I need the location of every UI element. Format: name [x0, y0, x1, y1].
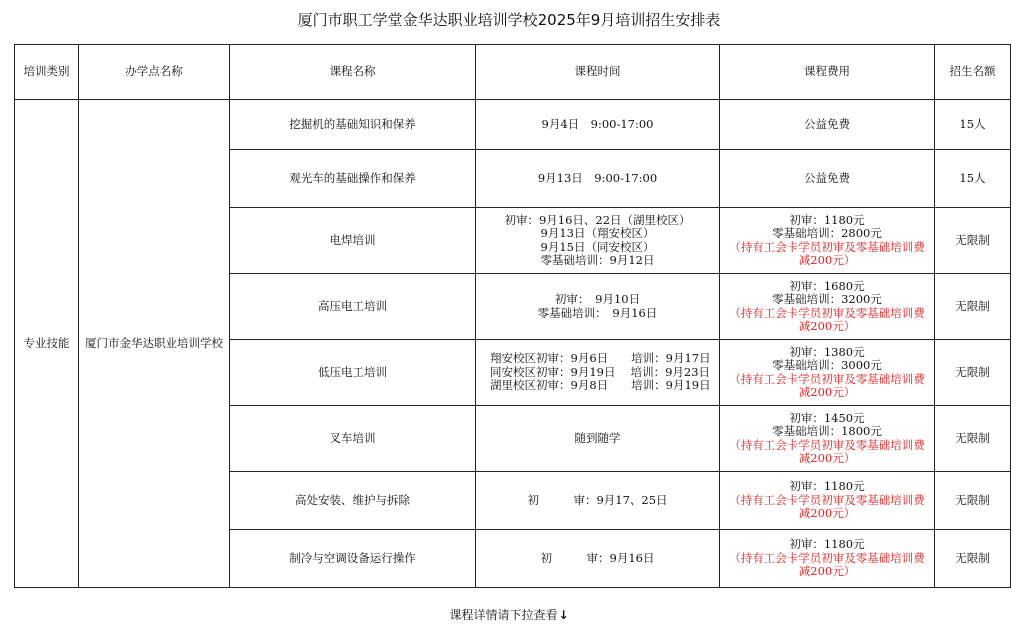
- union-discount-note: （持有工会卡学员初审及零基础培训费减200元）: [729, 492, 925, 521]
- quota: 无限制: [935, 472, 1011, 530]
- course-name: 电焊培训: [230, 208, 476, 274]
- fee-line: 零基础培训：3000元: [772, 358, 882, 372]
- course-name: 叉车培训: [230, 406, 476, 472]
- course-time: [476, 208, 720, 274]
- quota: 无限制: [935, 208, 1011, 274]
- quota: 无限制: [935, 274, 1011, 340]
- scroll-down-hint-text: 课程详情请下拉查看: [449, 608, 558, 622]
- arrow-down-icon: ↓: [558, 608, 569, 622]
- schedule-table: [14, 44, 1011, 588]
- time-line: 9月13日 9:00-17:00: [537, 170, 658, 185]
- union-discount-note: （持有工会卡学员初审及零基础培训费减200元）: [729, 550, 925, 579]
- course-time: [476, 150, 720, 208]
- header-category: 培训类别: [15, 45, 79, 100]
- union-discount-note: （持有工会卡学员初审及零基础培训费减200元）: [729, 437, 925, 465]
- table-header-row: [15, 45, 1011, 100]
- category-cell: 专业技能: [15, 100, 79, 588]
- header-course: 课程名称: [230, 45, 476, 100]
- course-fee: [720, 530, 935, 588]
- time-line: 初 审：9月16日: [540, 550, 655, 565]
- time-line: 初审： 9月10日: [554, 292, 641, 306]
- page-title: 厦门市职工学堂金华达职业培训学校2025年9月培训招生安排表: [297, 11, 721, 29]
- course-name: 挖掘机的基础知识和保养: [230, 100, 476, 150]
- fee-line: 初审：1680元: [789, 278, 865, 293]
- fee-line: 初审：1180元: [789, 479, 865, 494]
- time-line: 9月13日（翔安校区）: [540, 226, 655, 240]
- course-fee: [720, 150, 935, 208]
- course-fee: [720, 100, 935, 150]
- course-time: [476, 530, 720, 588]
- fee-line: 零基础培训：3200元: [772, 292, 882, 306]
- time-line: 湖里校区初审：9月8日 培训：9月19日: [490, 378, 711, 393]
- header-fee: 课程费用: [720, 45, 935, 100]
- time-line: 零基础培训： 9月16日: [537, 305, 658, 320]
- fee-line: 初审：1180元: [789, 537, 865, 552]
- fee-line: 初审：1380元: [789, 344, 865, 359]
- school-cell: 厦门市金华达职业培训学校: [79, 100, 230, 588]
- quota: 无限制: [935, 530, 1011, 588]
- fee-line: 零基础培训：1800元: [772, 424, 882, 438]
- header-quota: 招生名额: [935, 45, 1011, 100]
- union-discount-note: （持有工会卡学员初审及零基础培训费减200元）: [729, 371, 925, 399]
- fee-line: 公益免费: [804, 116, 850, 131]
- scroll-down-hint: [0, 606, 1018, 623]
- course-name: 高处安装、维护与拆除: [230, 472, 476, 530]
- course-fee: [720, 208, 935, 274]
- course-fee: [720, 340, 935, 406]
- fee-line: 零基础培训：2800元: [772, 226, 882, 240]
- time-line: 随到随学: [574, 430, 621, 445]
- quota: 15人: [935, 150, 1011, 208]
- course-name: 观光车的基础操作和保养: [230, 150, 476, 208]
- course-name: 制冷与空调设备运行操作: [230, 530, 476, 588]
- course-time: [476, 340, 720, 406]
- course-name: 低压电工培训: [230, 340, 476, 406]
- union-discount-note: （持有工会卡学员初审及零基础培训费减200元）: [729, 305, 925, 333]
- time-line: 9月4日 9:00-17:00: [541, 116, 654, 131]
- course-fee: [720, 406, 935, 472]
- course-fee: [720, 274, 935, 340]
- fee-line: 公益免费: [804, 170, 850, 185]
- course-time: [476, 100, 720, 150]
- time-line: 翔安校区初审：9月6日 培训：9月17日: [490, 351, 711, 366]
- header-school: 办学点名称: [79, 45, 230, 100]
- fee-line: 初审：1180元: [789, 212, 865, 227]
- time-line: 初审：9月16日、22日（湖里校区）: [504, 212, 691, 227]
- course-time: [476, 406, 720, 472]
- course-time: [476, 472, 720, 530]
- course-fee: [720, 472, 935, 530]
- header-time: 课程时间: [476, 45, 720, 100]
- table-row: [15, 100, 1011, 150]
- union-discount-note: （持有工会卡学员初审及零基础培训费减200元）: [729, 239, 925, 267]
- quota: 15人: [935, 100, 1011, 150]
- course-name: 高压电工培训: [230, 274, 476, 340]
- time-line: 初 审：9月17、25日: [527, 492, 668, 507]
- quota: 无限制: [935, 406, 1011, 472]
- fee-line: 初审：1450元: [789, 410, 865, 425]
- time-line: 同安校区初审：9月19日 培训：9月23日: [490, 364, 711, 379]
- time-line: 零基础培训：9月12日: [540, 253, 655, 267]
- course-time: [476, 274, 720, 340]
- time-line: 9月15日（同安校区）: [540, 239, 655, 254]
- quota: 无限制: [935, 340, 1011, 406]
